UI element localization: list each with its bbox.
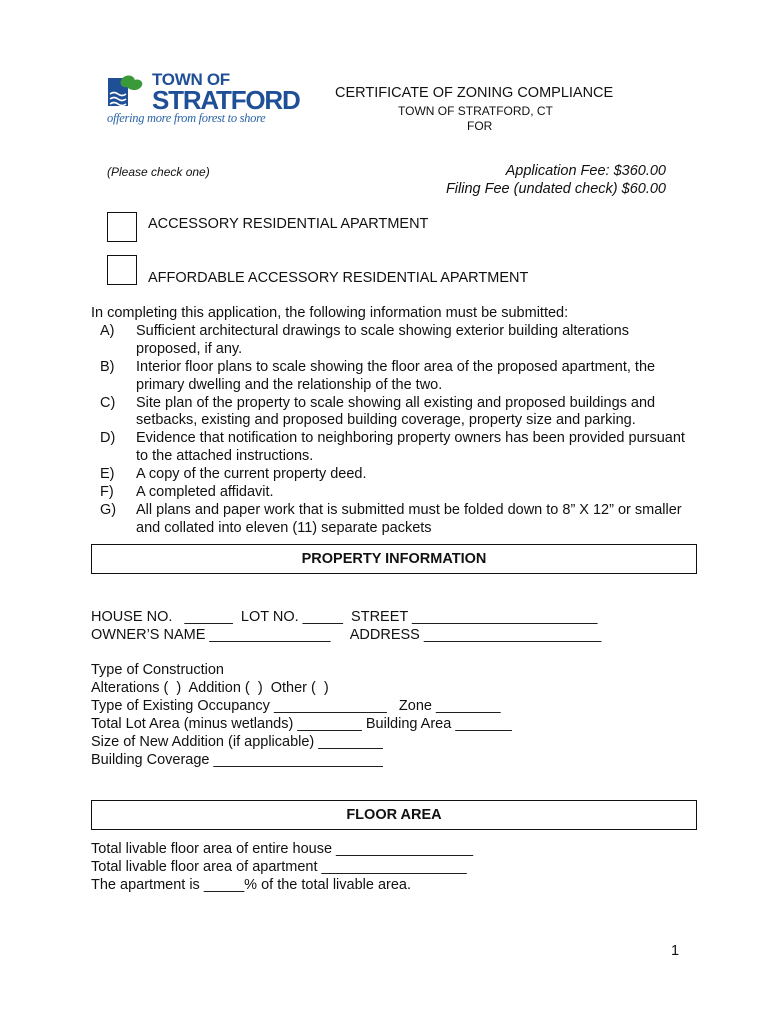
option-label-affordable: AFFORDABLE ACCESSORY RESIDENTIAL APARTMENT <box>148 270 529 286</box>
floor-area-heading: FLOOR AREA <box>91 800 697 830</box>
logo-stratford: STRATFORD <box>152 85 300 115</box>
list-item: G) All plans and paper work that is submitted must be folded down to 8” X 12” or smaller and collated into eleven (11) separate packets <box>100 501 682 536</box>
application-fee: Application Fee: $360.00 <box>505 163 666 179</box>
checkbox-accessory-apartment[interactable] <box>107 212 137 242</box>
document-subtitle: TOWN OF STRATFORD, CT <box>398 104 553 118</box>
owner-address-line[interactable]: OWNER’S NAME _______________ ADDRESS ______________________ <box>91 627 602 643</box>
filing-fee: Filing Fee (undated check) $60.00 <box>445 181 666 197</box>
page-number: 1 <box>671 943 680 959</box>
lot-building-area-line[interactable]: Total Lot Area (minus wetlands) ________ Building Area _______ <box>91 716 512 732</box>
option-label-accessory: ACCESSORY RESIDENTIAL APARTMENT <box>148 216 429 232</box>
apartment-floor-area-line[interactable]: Total livable floor area of apartment __________________ <box>91 859 467 875</box>
checkbox-affordable-apartment[interactable] <box>107 255 137 285</box>
list-item: E) A copy of the current property deed. <box>100 466 367 483</box>
new-addition-line[interactable]: Size of New Addition (if applicable) ________ <box>91 734 383 750</box>
house-floor-area-line[interactable]: Total livable floor area of entire house _________________ <box>91 841 474 857</box>
house-lot-street-line[interactable]: HOUSE NO. ______ LOT NO. _____ STREET _______________________ <box>91 609 598 625</box>
list-item: B) Interior floor plans to scale showing the floor area of the proposed apartment, the primary dwelling and the relationship of the two. <box>100 358 656 393</box>
alterations-line[interactable]: Alterations ( ) Addition ( ) Other ( ) <box>91 680 329 696</box>
list-item: A) Sufficient architectural drawings to scale showing exterior building alterations proposed, if any. <box>100 322 629 357</box>
list-item: F) A completed affidavit. <box>100 484 274 501</box>
construction-type-heading: Type of Construction <box>91 662 224 678</box>
building-coverage-line[interactable]: Building Coverage _____________________ <box>91 752 383 768</box>
requirements-list <box>91 305 691 538</box>
list-item: D) Evidence that notification to neighboring property owners has been provided pursuant to the attached instructions. <box>100 430 685 465</box>
apartment-percent-line[interactable]: The apartment is _____% of the total livable area. <box>91 877 411 893</box>
occupancy-zone-line[interactable]: Type of Existing Occupancy ______________ Zone ________ <box>91 698 501 714</box>
property-fields <box>91 608 601 644</box>
floor-area-fields <box>91 840 473 894</box>
town-logo <box>107 70 300 126</box>
construction-fields <box>91 661 512 769</box>
document-title: CERTIFICATE OF ZONING COMPLIANCE <box>335 85 614 101</box>
property-information-heading: PROPERTY INFORMATION <box>91 544 697 574</box>
requirements-intro: In completing this application, the following information must be submitted: <box>91 305 569 321</box>
logo-tagline: offering more from forest to shore <box>107 111 266 125</box>
check-note: (Please check one) <box>107 165 210 179</box>
document-for: FOR <box>467 119 493 133</box>
stratford-tree-water-icon <box>107 72 149 110</box>
list-item: C) Site plan of the property to scale showing all existing and proposed buildings and setbacks, existing and proposed building coverage, property size and parking. <box>100 394 656 429</box>
logo-town-of: TOWN OF <box>152 70 230 89</box>
